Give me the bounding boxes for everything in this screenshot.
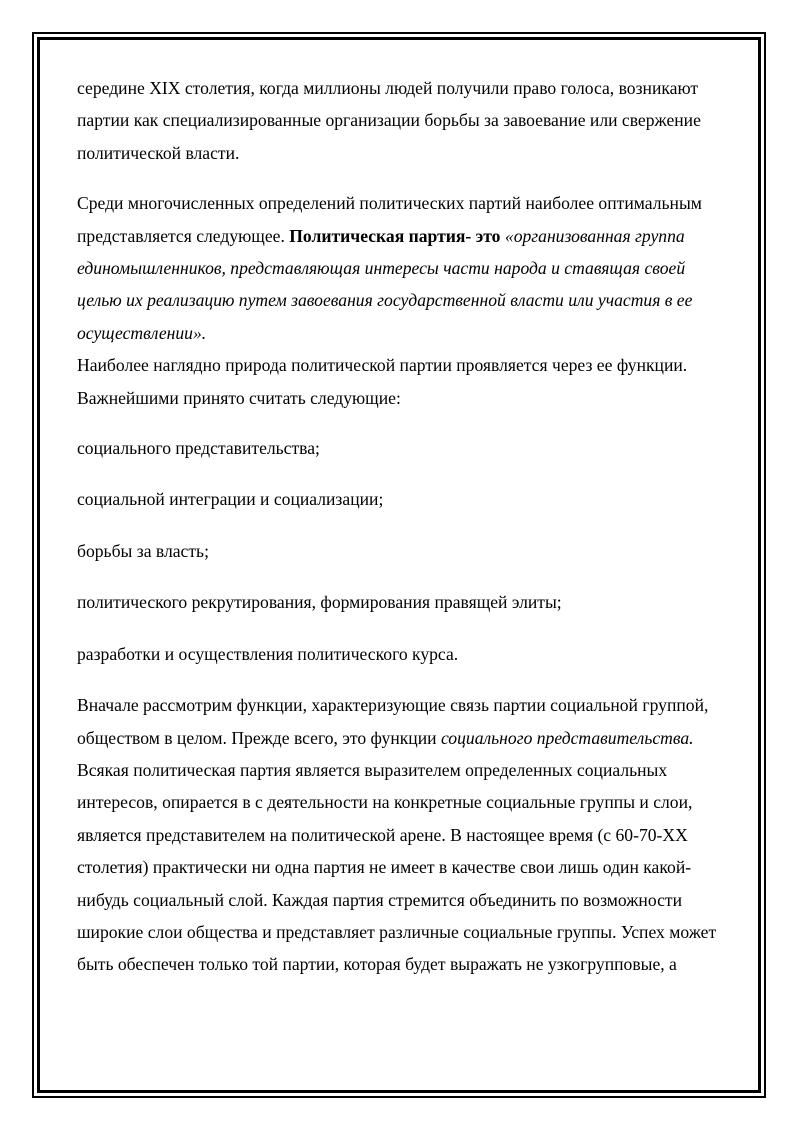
paragraph-functions-intro: Наиболее наглядно природа политической партии проявляется через ее функции. Важнейшими принято считать следующие: [77,355,688,408]
representation-rest: Всякая политическая партия является выразителем определенных социальных интересов, опирается в с деятельности на конкретные социальные группы и слои, является представителем на политической арене. В настоящее время (с 60-70-XX столетия) практически ни одна партия не имеет в качестве свои лишь один какой-нибудь социальный слой. Каждая партия стремится объединить по возможности широкие слои общества и представляет различные социальные группы. Успех может быть обеспечен только той партии, которая будет выражать не узкогрупповые, а [77,759,717,975]
document-body [77,72,727,999]
representation-term: социального представительства. [440,727,694,748]
list-item: политического рекрутирования, формирования правящей элиты; [77,592,562,613]
functions-list [77,432,727,670]
representation-start: Вначале рассмотрим функции, характеризующие связь партии социальной группой, обществом в целом. Прежде всего, это функции [77,695,709,748]
list-item: социального представительства; [77,438,320,459]
paragraph-definition [77,187,727,349]
paragraph-intro: середине XIX столетия, когда миллионы людей получили право голоса, возникают партии как специализированные организации борьбы за завоевание или свержение политической власти. [77,78,701,163]
list-item: борьбы за власть; [77,540,209,561]
paragraph-representation [77,689,727,981]
list-item: социальной интеграции и социализации; [77,489,384,510]
definition-intro: Среди многочисленных определений политических партий наиболее оптимальным представляется следующее. [77,193,702,246]
definition-text: «организованная группа единомышленников, представляющая интересы части народа и ставящая своей целью их реализацию путем завоевания государственной власти или участия в ее осуществлении». [77,225,693,343]
list-item: разработки и осуществления политического курса. [77,643,459,664]
definition-term: Политическая партия- это [289,225,501,246]
